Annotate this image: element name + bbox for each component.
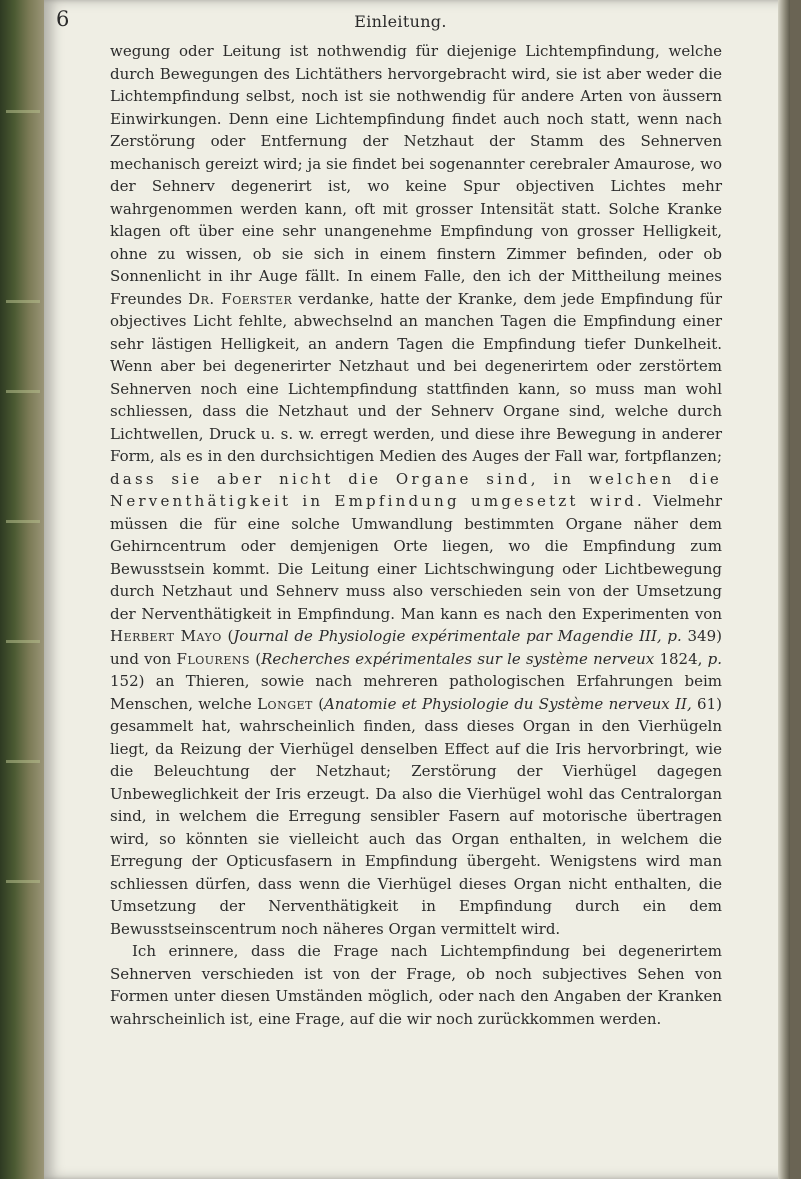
paragraph-1 (110, 40, 722, 940)
text-run: ( (221, 627, 234, 645)
text-run: Vielmehr müssen die für eine solche Umwandlung bestimmten Organe näher dem Gehirncentrum oder demjenigen Orte liegen, wo die Empfindung zum Bewusstsein kommt. Die Leitung einer Lichtschwingung oder Lichtbewegung durch Netzhaut und Sehnerv muss also verschieden sein von der Umsetzung der Nerventhätigkeit in Empfindung. Man kann es nach den Experimenten von (110, 492, 722, 623)
text-run: wegung oder Leitung ist nothwendig für diejenige Lichtempfindung, welche durch Bewegungen des Lichtäthers hervorgebracht wird, sie ist aber weder die Lichtempfindung selbst, noch ist sie nothwendig für andere Arten von äussern Einwirkungen. Denn eine Lichtempfindung findet auch noch statt, wenn nach Zerstörung oder Entfernung der Netzhaut der Stamm des Sehnerven mechanisch gereizt wird; ja sie findet bei sogenannter cerebraler Amaurose, wo der Sehnerv degenerirt ist, wo keine Spur objectiven Lichtes mehr wahrgenommen werden kann, oft mit grosser Intensität statt. Solche Kranke klagen oft über eine sehr unangenehme Empfindung von grosser Helligkeit, ohne zu wissen, ob sie sich in einem finstern Zimmer befinden, oder ob Sonnenlicht in ihr Auge fällt. In einem Falle, den ich der Mittheilung meines Freundes (110, 42, 722, 308)
text-run: verdanke, hatte der Kranke, dem jede Empfindung für objectives Licht fehlte, abwechselnd an manchen Tagen die Empfindung einer sehr lästigen Helligkeit, an andern Tagen die Empfindung tiefer Dunkelheit. Wenn aber bei degenerirter Netzhaut und bei degenerirtem oder zerstörtem Sehnerven noch eine Lichtempfindung stattfinden kann, so muss man wohl schliessen, dass die Netzhaut und der Sehnerv Organe sind, welche durch Lichtwellen, Druck u. s. w. erregt werden, und diese ihre Bewegung in anderer Form, als es in den durchsichtigen Medien des Auges der Fall war, fortpflanzen; (110, 289, 722, 465)
author-name: Flourens (176, 649, 251, 668)
text-run: 152) an Thieren, sowie nach mehreren pathologischen Erfahrungen beim Menschen, welche (110, 672, 722, 713)
author-name: Herbert Mayo (110, 627, 222, 645)
citation-title: Recherches expérimentales sur le système nerveux (261, 649, 655, 668)
page-number: 6 (56, 7, 70, 31)
emphasized-statement: dass sie aber nicht die Organe sind, in welchen die Nerventhätigkeit in Empfindung umgesetzt wird. (110, 469, 722, 510)
text-run: ( (312, 694, 325, 713)
citation-title: Anatomie et Physiologie du Système nerveux II, (324, 694, 692, 713)
text-run: 1824, (654, 649, 708, 668)
text-run: 349) und von (110, 627, 722, 668)
running-head: Einleitung. (354, 12, 447, 31)
text-run: 61) gesammelt hat, wahrscheinlich finden, dass dieses Organ in den Vierhügeln liegt, da Reizung der Vierhügel denselben Effect auf die Iris hervorbringt, wie die Beleuchtung der Netzhaut; Zerstörung der Vierhügel dagegen Unbeweglichkeit der Iris erzeugt. Da also die Vierhügel wohl das Centralorgan sind, in welchem die Erregung sensibler Fasern auf motorische übertragen wird, so könnten sie vielleicht auch das Organ enthalten, in welchem die Erregung der Opticusfasern in Empfindung übergeht. Wenigstens wird man schliessen dürfen, dass wenn die Vierhügel dieses Organ nicht enthalten, die Umsetzung der Nerventhätigkeit in Empfindung durch ein dem Bewusstseinscentrum noch näheres Organ vermittelt wird. (110, 694, 722, 938)
page-edge (778, 0, 790, 1179)
body-text (110, 40, 722, 1030)
citation-title: Journal de Physiologie expérimentale par Magendie III, p. (233, 627, 682, 645)
author-name: Longet (257, 694, 313, 713)
citation-page: p. (707, 649, 723, 668)
paragraph-2: Ich erinnere, dass die Frage nach Lichtempfindung bei degenerirtem Sehnerven verschieden ist von der Frage, ob noch subjectives Sehen von Formen unter diesen Umständen möglich, oder nach den Angaben der Kranken wahrscheinlich ist, eine Frage, auf die wir noch zurückkommen werden. (110, 942, 722, 1028)
book-binding-edge (0, 0, 48, 1179)
text-run: ( (250, 649, 262, 668)
author-name: Dr. Foerster (188, 289, 293, 308)
